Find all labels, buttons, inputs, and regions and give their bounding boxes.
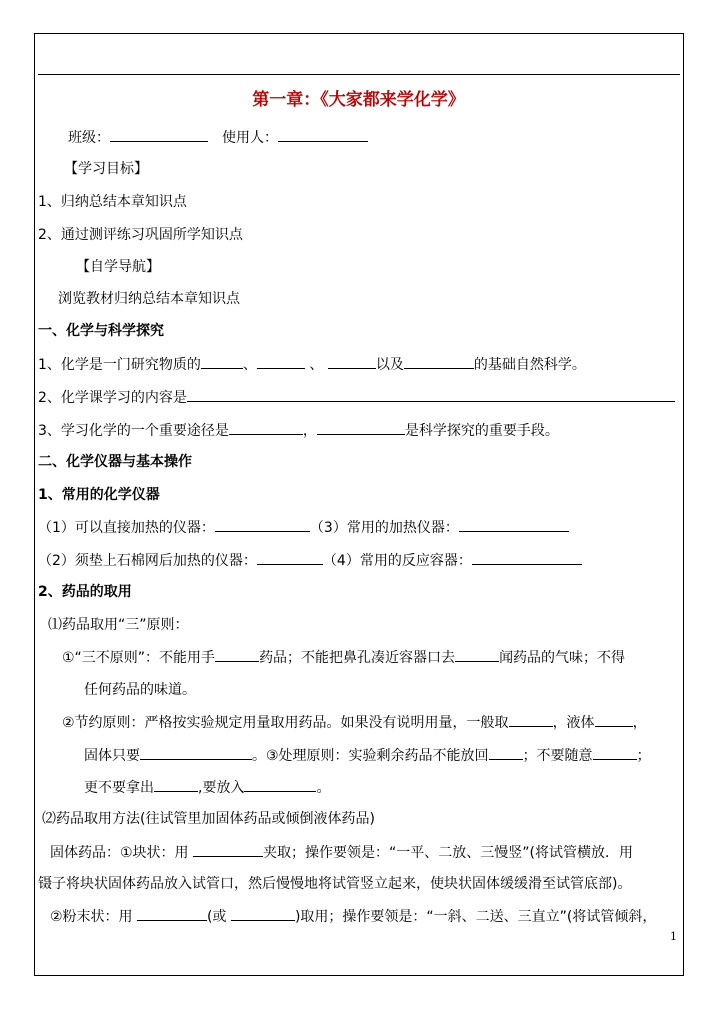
method-solid-blank-1[interactable] — [193, 843, 263, 857]
principle-3-blank-1[interactable] — [489, 746, 523, 760]
instrument-3-blank[interactable] — [459, 518, 569, 532]
principle-2-line-2 — [84, 746, 651, 765]
instrument-1-blank[interactable] — [215, 518, 310, 532]
principle-3-text-b: ；不要随意 — [522, 748, 593, 764]
section1-q1 — [38, 355, 586, 374]
objective-item-1: 1、归纳总结本章知识点 — [38, 194, 187, 210]
principle-3-text-f: 。 — [316, 780, 331, 796]
q2-blank[interactable] — [187, 388, 675, 402]
principle-2-blank-2[interactable] — [595, 713, 633, 727]
section2-heading: 二、化学仪器与基本操作 — [38, 454, 192, 470]
sub1-heading: 1、常用的化学仪器 — [38, 487, 160, 503]
header-rule — [38, 74, 680, 75]
instrument-1-label: （1）可以直接加热的仪器： — [38, 520, 215, 536]
q3-text-c: 是科学探究的重要手段。 — [404, 423, 559, 439]
principle-3-text-e: ,要放入 — [198, 780, 245, 796]
q3-blank-2[interactable] — [317, 421, 405, 435]
principle-3-text-a: 。③处理原则：实验剩余药品不能放回 — [252, 748, 489, 764]
principle-1-text-c: 闻药品的气味；不得 — [499, 650, 626, 666]
q2-text-a: 2、化学课学习的内容是 — [38, 390, 187, 406]
instrument-2-label: （2）须垫上石棉网后加热的仪器： — [38, 553, 257, 569]
principle-3-blank-2[interactable] — [593, 746, 637, 760]
principle-2-text-d: 固体只要 — [84, 748, 140, 764]
q1-blank-1[interactable] — [201, 355, 243, 369]
method-solid-text-b: 夹取；操作要领是：“一平、二放、三慢竖”(将试管横放．用 — [263, 845, 633, 861]
q3-text-a: 3、学习化学的一个重要途径是 — [38, 423, 229, 439]
principle-2-text-a: ②节约原则：严格按实验规定用量取用药品。如果没有说明用量，一般取 — [62, 715, 509, 731]
method-powder-text-b: (或 — [207, 909, 231, 925]
q3-blank-1[interactable] — [229, 421, 303, 435]
principles-heading: ⑴药品取用“三”原则： — [48, 617, 189, 633]
principle-2-text-b: ，液体 — [552, 715, 595, 731]
method-powder-text-a: ②粉末状：用 — [50, 909, 138, 925]
class-label: 班级： — [68, 130, 110, 146]
q1-text-c: 、 — [304, 357, 328, 373]
q1-text-d: 以及 — [375, 357, 404, 373]
principle-2-text-c: ， — [632, 715, 647, 731]
principle-3-text-c: ； — [636, 748, 651, 764]
principle-1-blank-2[interactable] — [455, 648, 499, 662]
q3-text-b: ， — [302, 423, 317, 439]
method-solid-line-1 — [50, 843, 633, 862]
method-powder-blank-2[interactable] — [231, 907, 295, 921]
principle-2-blank-1[interactable] — [509, 713, 553, 727]
instrument-4-label: （4）常用的反应容器： — [322, 553, 472, 569]
principle-1-text-b: 药品；不能把鼻孔凑近容器口去 — [259, 650, 456, 666]
section1-q2 — [38, 388, 675, 407]
header-fields — [68, 128, 368, 147]
section1-heading: 一、化学与科学探究 — [38, 323, 164, 339]
principle-1-text-a: ①“三不原则”：不能用手 — [62, 650, 216, 666]
q1-text-e: 的基础自然科学。 — [473, 357, 586, 373]
q1-blank-2[interactable] — [257, 355, 305, 369]
principle-3-blank-3[interactable] — [154, 778, 198, 792]
instruments-row-1 — [38, 518, 569, 537]
method-powder-line-1 — [50, 907, 656, 926]
method-solid-text-a: 固体药品：①块状：用 — [50, 845, 194, 861]
method-solid-line-2: 镊子将块状固体药品放入试管口，然后慢慢地将试管竖立起来，使块状固体缓缓滑至试管底部)。 — [38, 876, 632, 892]
instrument-4-blank[interactable] — [472, 551, 582, 565]
principle-2-line-1 — [62, 713, 647, 732]
class-blank[interactable] — [110, 128, 208, 142]
guide-heading: 【自学导航】 — [76, 259, 160, 275]
method-powder-text-c: )取用；操作要领是：“一斜、二送、三直立”(将试管倾斜， — [294, 909, 657, 925]
objectives-heading: 【学习目标】 — [64, 161, 148, 177]
instrument-3-label: （3）常用的加热仪器： — [309, 520, 459, 536]
principle-1-line-2: 任何药品的味道。 — [84, 682, 196, 698]
principle-3-line-2 — [84, 778, 330, 797]
guide-text: 浏览教材归纳总结本章知识点 — [58, 291, 240, 307]
user-label: 使用人： — [222, 130, 278, 146]
instruments-row-2 — [38, 551, 582, 570]
principle-3-blank-4[interactable] — [244, 778, 316, 792]
instrument-2-blank[interactable] — [257, 551, 323, 565]
chapter-title: 第一章：《大家都来学化学》 — [252, 90, 465, 110]
principle-3-text-d: 更不要拿出 — [84, 780, 154, 796]
q1-text-b: 、 — [242, 357, 257, 373]
q1-blank-3[interactable] — [328, 355, 376, 369]
objective-item-2: 2、通过测评练习巩固所学知识点 — [38, 227, 243, 243]
q1-blank-4[interactable] — [404, 355, 474, 369]
method-powder-blank-1[interactable] — [137, 907, 207, 921]
page-number: 1 — [670, 930, 677, 943]
principle-1-blank-1[interactable] — [215, 648, 259, 662]
principle-1-line-1 — [62, 648, 625, 667]
methods-heading: ⑵药品取用方法(往试管里加固体药品或倾倒液体药品) — [42, 811, 375, 827]
section1-q3 — [38, 421, 559, 440]
q1-text-a: 1、化学是一门研究物质的 — [38, 357, 201, 373]
principle-2-blank-3[interactable] — [140, 746, 252, 760]
sub2-heading: 2、药品的取用 — [38, 584, 132, 600]
user-blank[interactable] — [278, 128, 368, 142]
